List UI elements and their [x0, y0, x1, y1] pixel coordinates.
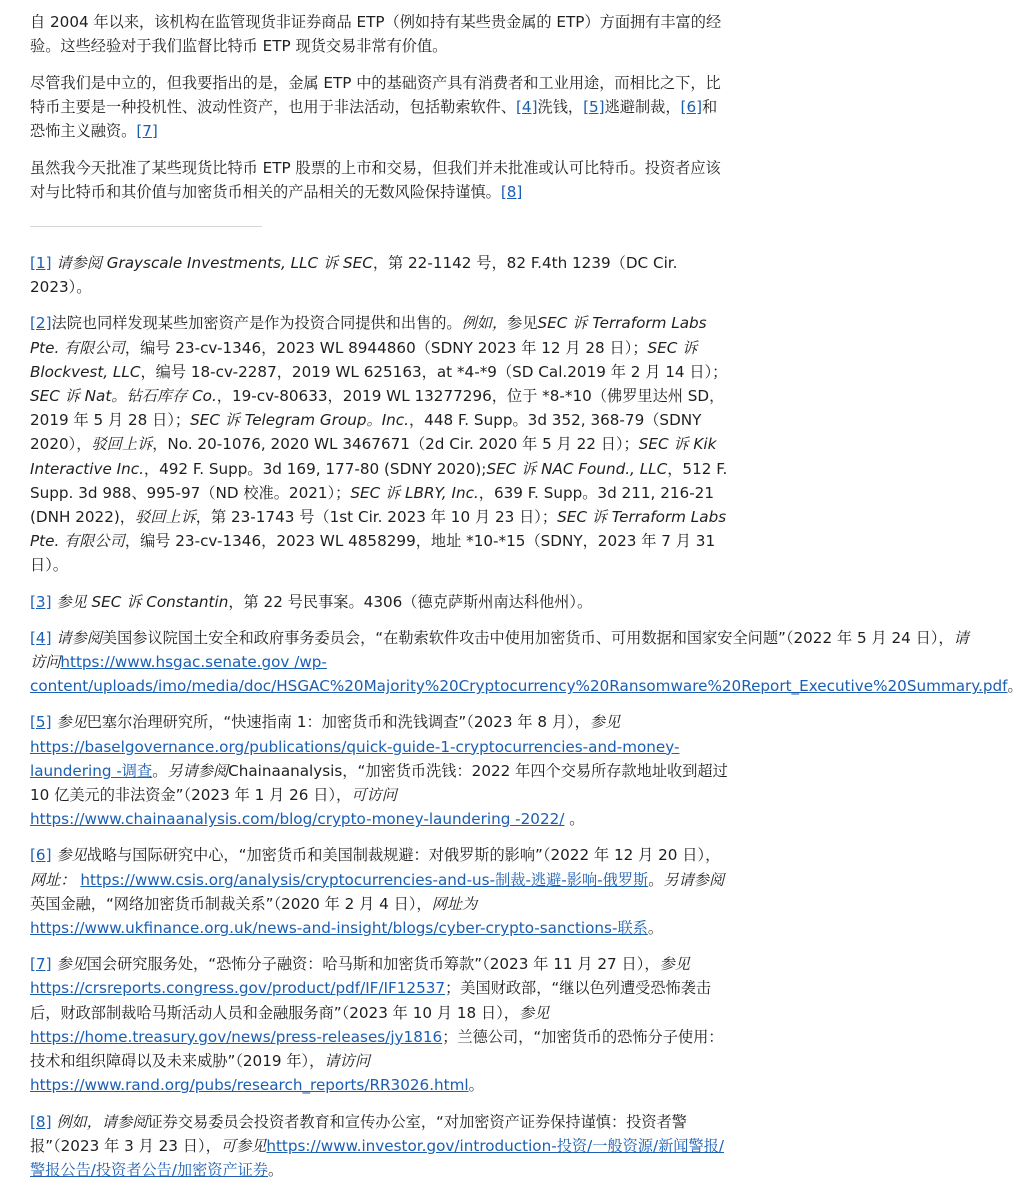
case-name: SEC 诉 NAC Found., LLC	[486, 459, 668, 478]
footnote-italic: 另请参阅	[663, 870, 725, 889]
footnote-backlink-8[interactable]: [8]	[30, 1112, 52, 1131]
paragraph-text: 逃避制裁，	[604, 98, 681, 116]
footnote-italic: 请访问	[30, 628, 969, 672]
paragraph-text: 尽管我们是中立的，但我要指出的是，金属 ETP 中的基础资产具有消费者和工业用途，而相比之下，比特币主要是一种投机性、波动性资产，也用于非法活动，包括勒索软件、	[30, 74, 721, 116]
footnote-text: Chainaanalysis，“加密货币洗钱：2022 年四个交易所存款地址收到超过 10 亿美元的非法资金”（2023 年 1 月 26 日），	[30, 761, 728, 805]
footnote-3	[30, 590, 735, 614]
footnote-italic: 参见	[659, 955, 690, 974]
footnote-ref-5[interactable]: [5]	[583, 98, 605, 116]
csis-link[interactable]: https://www.csis.org/analysis/cryptocurrencies-and-us-制裁-逃避-影响-俄罗斯	[80, 870, 649, 889]
footnote-text: ，639 F. Supp。3d 211, 216-21 (DNH 2022)，	[30, 483, 715, 527]
footnote-italic: 参见	[589, 713, 621, 732]
footnote-italic: 网址：	[30, 870, 76, 889]
case-name: Grayscale Investments, LLC 诉 SEC	[106, 254, 373, 272]
footnote-text: 请参阅	[56, 254, 102, 272]
footnote-backlink-7[interactable]: [7]	[30, 955, 52, 974]
footnote-italic: 可参见	[220, 1136, 267, 1155]
footnote-text: ，448 F. Supp。3d 352, 368-79（SDNY 2020），	[30, 411, 702, 454]
case-name: SEC 诉 Terraform Labs Pte. 有限公司	[30, 314, 707, 357]
footnote-text: ，第 23-1743 号（1st Cir. 2023 年 10 月 23 日）；	[195, 508, 558, 527]
footnote-4	[30, 626, 1023, 699]
footnote-text: ，第 22 号民事案。4306（德克萨斯州南达科他州）。	[228, 592, 593, 611]
footnote-italic: 可访问	[351, 786, 397, 805]
footnote-ref-4[interactable]: [4]	[516, 98, 538, 116]
footnote-ref-8[interactable]: [8]	[500, 183, 523, 201]
footnote-5	[30, 710, 735, 831]
footnote-backlink-1[interactable]: [1]	[30, 254, 52, 272]
footnote-text: ，492 F. Supp。3d 169, 177-80 (SDNY 2020);	[143, 459, 487, 478]
footnote-italic: 请参阅	[56, 628, 102, 647]
footnote-text: 。	[648, 870, 664, 889]
footnote-6	[30, 843, 735, 940]
footnote-text: ，编号 23-cv-1346，2023 WL 8944860（SDNY 2023 年 12 月 28 日）；	[124, 338, 648, 357]
footnote-divider	[30, 226, 262, 227]
chainalysis-link[interactable]: https://www.chainaanalysis.com/blog/crypto-money-laundering -2022/	[30, 810, 565, 829]
footnote-backlink-3[interactable]: [3]	[30, 592, 52, 611]
footnote-italic: 参见	[56, 846, 87, 865]
footnote-text: 法院也同样发现某些加密资产是作为投资合同提供和出售的。	[51, 314, 462, 333]
footnote-backlink-2[interactable]: [2]	[30, 314, 52, 333]
footnote-text: ，19-cv-80633，2019 WL 13277296，位于 *8-*10（佛罗里达州 SD，2019 年 5 月 28 日）；	[30, 387, 725, 430]
footnote-text: 。	[268, 1160, 284, 1179]
footnote-italic: 驳回上诉	[91, 435, 153, 454]
footnote-8	[30, 1110, 735, 1183]
footnote-italic: 请访问	[324, 1052, 370, 1071]
footnote-text: ；兰德公司，“加密货币的恐怖分子使用：技术和组织障碍以及未来威胁”（2019 年），	[30, 1027, 724, 1071]
footnote-backlink-6[interactable]: [6]	[30, 846, 52, 865]
footnote-text: ，编号 23-cv-1346，2023 WL 4858299，地址 *10-*15（SDNY，2023 年 7 月 31 日）。	[30, 532, 716, 575]
ukfinance-link[interactable]: https://www.ukfinance.org.uk/news-and-insight/blogs/cyber-crypto-sanctions-联系	[30, 919, 648, 938]
case-name: SEC 诉 LBRY, Inc.	[350, 483, 479, 502]
footnote-italic: 例如，请参阅	[56, 1112, 148, 1131]
footnote-1	[30, 251, 735, 299]
footnote-text: 巴塞尔治理研究所，“快速指南 1：加密货币和洗钱调查”（2023 年 8 月），	[86, 713, 590, 732]
footnote-text: 战略与国际研究中心，“加密货币和美国制裁规避：对俄罗斯的影响”（2022 年 12 月 20 日），	[86, 846, 721, 865]
footnote-text: 美国参议院国土安全和政府事务委员会，“在勒索软件攻击中使用加密货币、可用数据和国家安全问题”（2022 年 5 月 24 日），	[101, 628, 954, 647]
case-name: SEC 诉 Kik Interactive Inc.	[30, 435, 717, 478]
footnote-2	[30, 311, 735, 577]
footnote-text: 。	[564, 810, 585, 829]
treasury-press-link[interactable]: https://home.treasury.gov/news/press-releases/jy1816	[30, 1027, 443, 1046]
footnote-text: 国会研究服务处，“恐怖分子融资：哈马斯和加密货币筹款”（2023 年 11 月 27 日），	[86, 955, 660, 974]
footnote-backlink-5[interactable]: [5]	[30, 713, 52, 732]
footnote-ref-6[interactable]: [6]	[680, 98, 703, 116]
footnote-text: 证券交易委员会投资者教育和宣传办公室，“对加密资产证券保持谨慎：投资者警报”（2023 年 3 月 23 日），	[30, 1112, 687, 1155]
footnote-text: ，第 22-1142 号，82 F.4th 1239（DC Cir. 2023）。	[30, 254, 678, 297]
footnote-text: 。	[468, 1076, 484, 1095]
investor-gov-link[interactable]: https://www.investor.gov/introduction-投资/一般资源/新闻警报/警报公告/投资者公告/加密资产证券	[30, 1136, 724, 1179]
footnote-text: ，No. 20-1076, 2020 WL 3467671（2d Cir. 2020 年 5 月 22 日）；	[152, 435, 639, 454]
paragraph-text: 虽然我今天批准了某些现货比特币 ETP 股票的上市和交易，但我们并未批准或认可比特币。投资者应该对与比特币和其价值与加密货币相关的产品相关的无数风险保持谨慎。	[30, 159, 721, 201]
footnote-italic: 参见	[56, 955, 87, 974]
basel-governance-link[interactable]: https://baselgovernance.org/publications/quick-guide-1-cryptocurrencies-and-money-laundering -调查	[30, 737, 680, 780]
case-name: SEC 诉 Nat。钻石库存 Co.	[30, 387, 217, 406]
footnote-italic: 参见	[518, 1003, 550, 1022]
body-paragraph-3	[30, 156, 730, 204]
paragraph-text: 自 2004 年以来，该机构在监管现货非证券商品 ETP（例如持有某些贵金属的 ETP）方面拥有丰富的经验。这些经验对于我们监督比特币 ETP 现货交易非常有价值。	[30, 13, 722, 55]
paragraph-text: 和恐怖主义融资。	[30, 98, 718, 140]
footnote-7	[30, 952, 735, 1097]
footnote-text: 。	[152, 761, 168, 780]
paragraph-text: 洗钱，	[537, 98, 584, 116]
footnote-text: 。	[1007, 677, 1023, 696]
footnote-italic: 另请参阅	[167, 761, 229, 780]
footnote-italic: 网址为	[431, 894, 478, 913]
footnote-ref-7[interactable]: [7]	[136, 122, 158, 140]
rand-report-link[interactable]: https://www.rand.org/pubs/research_reports/RR3026.html	[30, 1076, 469, 1095]
footnote-text: ，512 F. Supp. 3d 988、995-97（ND 校准。2021）；	[30, 459, 728, 502]
footnote-text: ；美国财政部，“继以色列遭受恐怖袭击后，财政部制裁哈马斯活动人员和金融服务商”（2023 年 10 月 18 日），	[30, 979, 712, 1022]
body-paragraph-2	[30, 71, 730, 143]
case-name: 参见 SEC 诉 Constantin	[56, 592, 229, 611]
footnote-text: 英国金融，“网络加密货币制裁关系”（2020 年 2 月 4 日），	[30, 894, 432, 913]
footnote-italic: 例如，	[461, 314, 508, 333]
footnote-text: 。	[647, 919, 664, 938]
case-name: SEC 诉 Telegram Group。Inc.	[190, 411, 409, 430]
footnote-italic: 参见	[56, 713, 87, 732]
hsgac-report-link[interactable]: https://www.hsgac.senate.gov /wp-content/uploads/imo/media/doc/HSGAC%20Majority%20Cryptocurrency%20Ransomware%20Report_Executive%20Summary.pdf	[30, 653, 1008, 696]
crs-report-link[interactable]: https://crsreports.congress.gov/product/pdf/IF/IF12537	[30, 979, 446, 998]
footnote-text: 参见	[507, 314, 538, 333]
case-name: SEC 诉 Terraform Labs Pte. 有限公司	[30, 508, 727, 551]
footnote-text: ，编号 18-cv-2287，2019 WL 625163，at *4-*9（SD Cal.2019 年 2 月 14 日）；	[140, 362, 728, 381]
case-name: SEC 诉 Blockvest, LLC	[30, 338, 698, 381]
footnote-italic: 驳回上诉	[135, 508, 196, 527]
footnote-backlink-4[interactable]: [4]	[30, 628, 52, 647]
body-paragraph-1	[30, 10, 730, 58]
